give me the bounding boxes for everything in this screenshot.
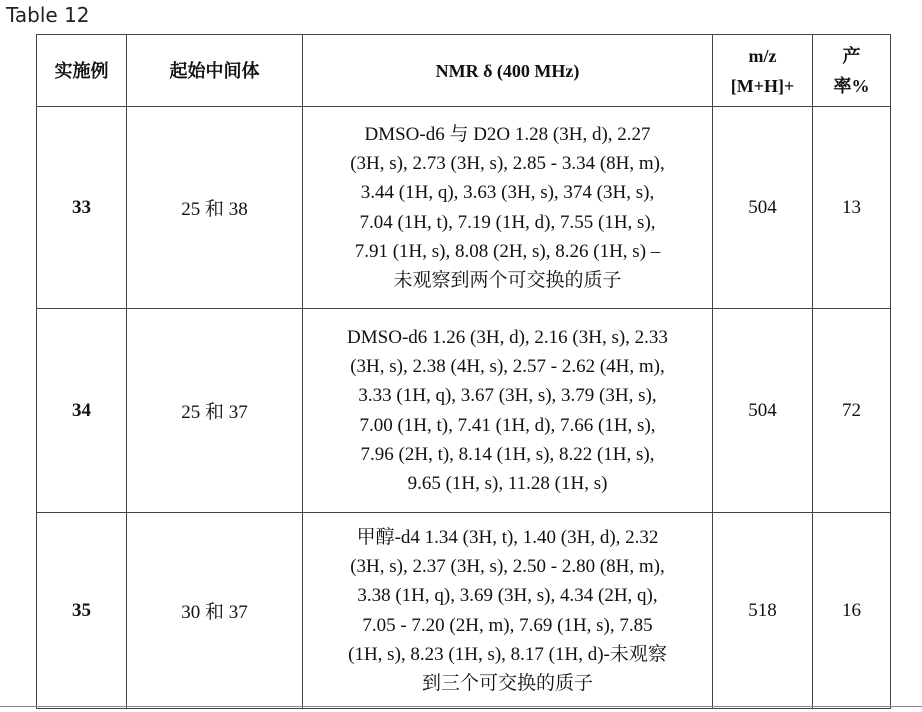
nmr-line: (3H, s), 2.37 (3H, s), 2.50 - 2.80 (8H, m), (350, 555, 665, 577)
nmr-line: DMSO-d6 1.26 (3H, d), 2.16 (3H, s), 2.33 (347, 326, 668, 348)
yield-value: 16 (813, 513, 891, 709)
nmr-line: 7.96 (2H, t), 8.14 (1H, s), 8.22 (1H, s), (360, 443, 655, 465)
page-bottom-rule (0, 706, 922, 707)
nmr-line: (1H, s), 8.23 (1H, s), 8.17 (1H, d)-未观察 (348, 643, 667, 665)
nmr-line: 7.00 (1H, t), 7.41 (1H, d), 7.66 (1H, s), (359, 414, 656, 436)
nmr-data (303, 107, 713, 309)
header-row (37, 35, 891, 107)
header-starting-intermediate: 起始中间体 (127, 35, 303, 107)
nmr-line: 7.91 (1H, s), 8.08 (2H, s), 8.26 (1H, s) – (354, 240, 661, 262)
header-mz-line2: [M+H]+ (730, 75, 795, 96)
table-row (37, 309, 891, 513)
nmr-line: 7.05 - 7.20 (2H, m), 7.69 (1H, s), 7.85 (362, 614, 653, 636)
nmr-line: 到三个可交换的质子 (421, 673, 593, 695)
header-nmr: NMR δ (400 MHz) (303, 35, 713, 107)
nmr-line: (3H, s), 2.38 (4H, s), 2.57 - 2.62 (4H, m), (350, 355, 665, 377)
example-number: 35 (37, 513, 127, 709)
header-yield (813, 35, 891, 107)
nmr-line: (3H, s), 2.73 (3H, s), 2.85 - 3.34 (8H, m), (350, 152, 665, 174)
example-number: 34 (37, 309, 127, 513)
header-yield-line2: 率% (833, 75, 870, 96)
header-yield-line1: 产 (842, 45, 861, 66)
mz-value: 504 (713, 309, 813, 513)
yield-value: 13 (813, 107, 891, 309)
header-mz-line1: m/z (748, 45, 777, 66)
nmr-data-table (36, 34, 891, 709)
nmr-line: DMSO-d6 与 D2O 1.28 (3H, d), 2.27 (364, 123, 651, 145)
nmr-line: 9.65 (1H, s), 11.28 (1H, s) (407, 473, 608, 495)
starting-intermediate: 25 和 38 (127, 107, 303, 309)
table-row (37, 107, 891, 309)
header-example: 实施例 (37, 35, 127, 107)
nmr-line: 3.38 (1H, q), 3.69 (3H, s), 4.34 (2H, q), (357, 585, 658, 607)
nmr-line: 未观察到两个可交换的质子 (393, 270, 622, 292)
nmr-line: 3.33 (1H, q), 3.67 (3H, s), 3.79 (3H, s), (358, 385, 657, 407)
nmr-line: 甲醇-d4 1.34 (3H, t), 1.40 (3H, d), 2.32 (356, 526, 659, 548)
table-caption: Table 12 (6, 3, 90, 27)
table-row (37, 513, 891, 709)
nmr-data (303, 513, 713, 709)
starting-intermediate: 30 和 37 (127, 513, 303, 709)
header-mz (713, 35, 813, 107)
nmr-line: 7.04 (1H, t), 7.19 (1H, d), 7.55 (1H, s), (359, 211, 656, 233)
yield-value: 72 (813, 309, 891, 513)
starting-intermediate: 25 和 37 (127, 309, 303, 513)
example-number: 33 (37, 107, 127, 309)
mz-value: 504 (713, 107, 813, 309)
nmr-data (303, 309, 713, 513)
mz-value: 518 (713, 513, 813, 709)
nmr-line: 3.44 (1H, q), 3.63 (3H, s), 374 (3H, s), (360, 182, 655, 204)
